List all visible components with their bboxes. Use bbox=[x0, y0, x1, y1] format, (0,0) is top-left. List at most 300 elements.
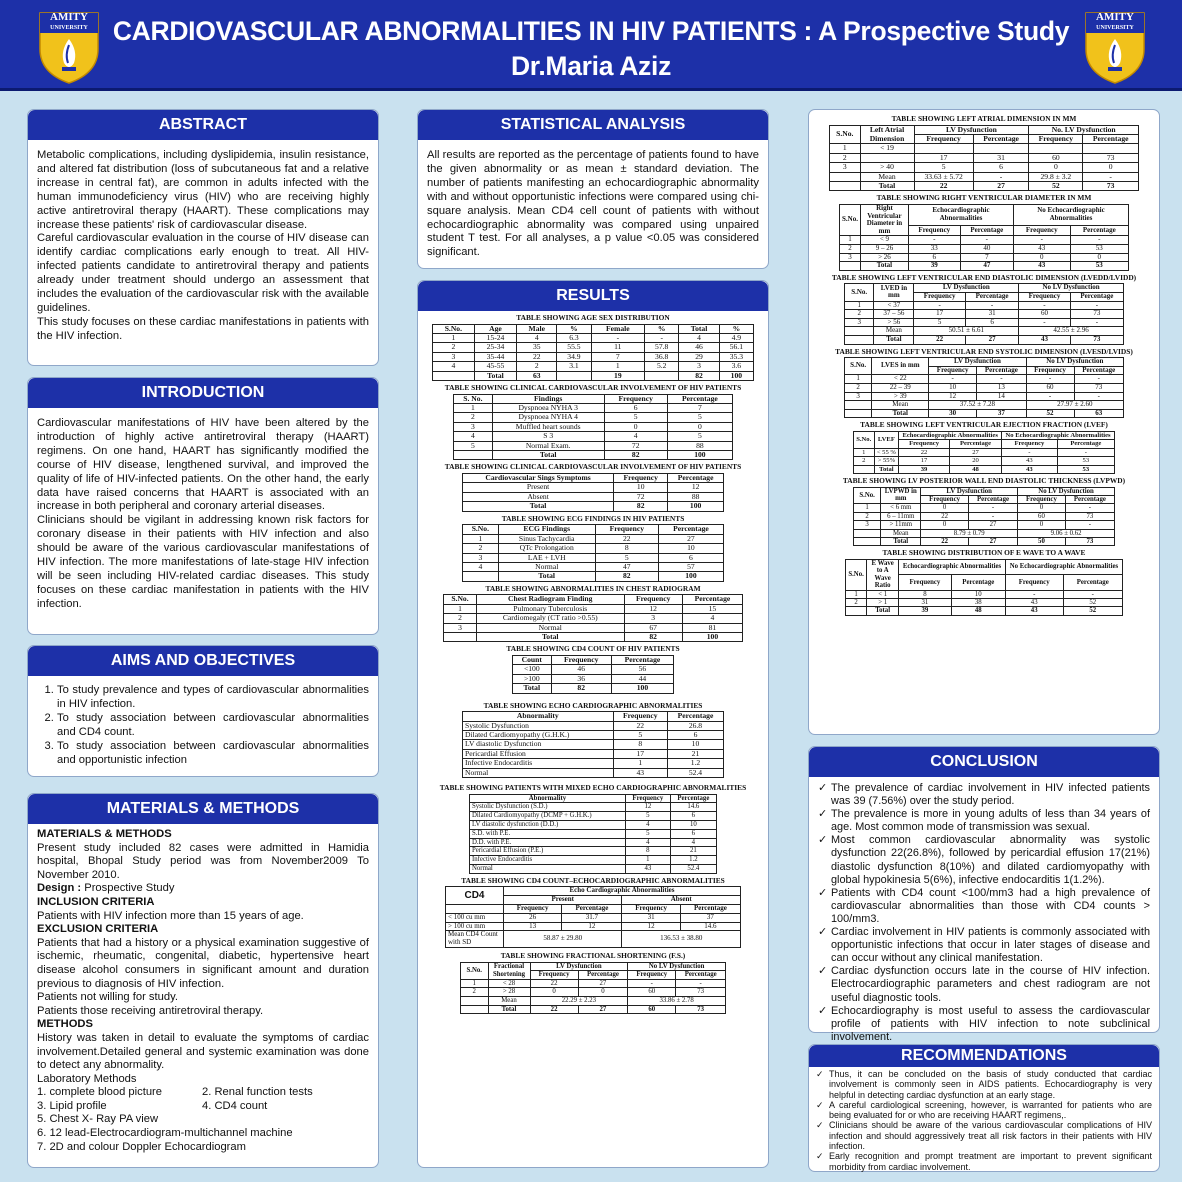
table-total-row bbox=[845, 409, 1124, 418]
aims-panel bbox=[27, 645, 379, 777]
lab-item: 5. Chest X- Ray PA view bbox=[37, 1113, 159, 1126]
table-cell: 6 bbox=[973, 163, 1029, 172]
table-header-cell bbox=[645, 371, 679, 380]
table-cell: Infective Endocarditis bbox=[463, 759, 614, 768]
table-header-cell: Total bbox=[874, 335, 914, 344]
table-cell: 4 bbox=[679, 334, 719, 343]
table-row bbox=[446, 913, 741, 922]
table-cell: - bbox=[929, 375, 977, 384]
table-header-cell bbox=[444, 632, 477, 641]
table-cell: 6 bbox=[908, 253, 960, 262]
table-header-cell: 53 bbox=[1070, 262, 1128, 271]
table-cell: 43 bbox=[625, 864, 670, 873]
table-header-cell: 52 bbox=[1029, 182, 1083, 191]
table-cell: 9.06 ± 0.62 bbox=[1018, 529, 1115, 537]
table-cell: > 39 bbox=[872, 392, 929, 401]
table-cell: 25-34 bbox=[474, 343, 516, 352]
table-cell: 6 bbox=[965, 318, 1018, 327]
table-header-cell: 43 bbox=[1014, 262, 1071, 271]
table-header-cell bbox=[446, 904, 504, 913]
table-cell: 52.4 bbox=[667, 768, 723, 777]
table-cell: Systolic Dysfunction (S.D.) bbox=[470, 803, 626, 812]
table-row bbox=[454, 441, 733, 450]
table-cell: 47 bbox=[595, 562, 658, 571]
table-row bbox=[845, 401, 1124, 410]
amity-logo-left: AMITY UNIVERSITY bbox=[38, 11, 100, 85]
table-row bbox=[444, 623, 743, 632]
table-cell: 50.51 ± 6.61 bbox=[914, 327, 1019, 336]
table-header-cell: 27 bbox=[965, 335, 1018, 344]
table-title: TABLE SHOWING CLINICAL CARDIOVASCULAR INVOLVEMENT OF HIV PATIENTS bbox=[444, 462, 742, 472]
table-cell: 57.8 bbox=[645, 343, 679, 352]
author-name: Dr.Maria Aziz bbox=[510, 51, 672, 81]
table-cell: 43 bbox=[613, 768, 667, 777]
table-cell: 22 bbox=[899, 448, 950, 456]
recommendations-heading: RECOMMENDATIONS bbox=[809, 1045, 1159, 1067]
table-row bbox=[470, 847, 717, 856]
table-cell: - bbox=[1026, 392, 1074, 401]
introduction-p2: Clinicians should be vigilant in addressing known risk factors for coronary disease in their patients with HIV infection and also should be aware of the various cardiovascular manifestations of HIV infection. The more manifestations of late-stage HIV infection will be seen including HIV-related cardiac diseases. This study focuses on these cardiac manifestation in patients with the HIV infection. bbox=[37, 514, 369, 610]
table-cell: 13 bbox=[504, 922, 562, 931]
table-cell: 4 bbox=[682, 614, 742, 623]
table-row bbox=[470, 838, 717, 847]
table-cell: 1.2 bbox=[667, 759, 723, 768]
table-row bbox=[470, 829, 717, 838]
recommendation-item: ✓ Clinicians should be aware of the various cardiovascular complications of HIV infection and should aggressively treat all risk factors in their patients with HIV infection. bbox=[816, 1120, 1152, 1151]
table-cell: 26 bbox=[504, 913, 562, 922]
table-cell: 53 bbox=[1057, 457, 1114, 465]
table-cell: - bbox=[1070, 318, 1123, 327]
table-header-cell: Frequency bbox=[899, 575, 952, 590]
table-cell: 33.86 ± 2.78 bbox=[628, 996, 726, 1005]
table-header-cell: Frequency bbox=[921, 495, 969, 503]
table-row bbox=[840, 245, 1129, 254]
table-cell: 14 bbox=[977, 392, 1026, 401]
lab-item: 3. Lipid profile bbox=[37, 1099, 107, 1112]
table-header-cell: Frequency bbox=[613, 712, 667, 721]
abstract-panel bbox=[27, 109, 379, 366]
table-cell: - bbox=[968, 512, 1017, 520]
table-title: TABLE SHOWING RIGHT VENTRICULAR DIAMETER IN MM bbox=[876, 193, 1092, 203]
poster-header bbox=[0, 0, 1182, 91]
table-cell: Normal bbox=[463, 768, 614, 777]
table-cell: 72 bbox=[604, 441, 667, 450]
table-cell: 2 bbox=[517, 362, 557, 371]
table-header-cell: S.No. bbox=[854, 431, 875, 448]
table-cell: 8 bbox=[595, 544, 658, 553]
table-header-cell: Total bbox=[860, 262, 908, 271]
table-cell: > 11mm bbox=[881, 521, 921, 529]
table-row bbox=[470, 856, 717, 865]
conclusion-item: ✓ Cardiac dysfunction occurs late in the course of HIV infection. Electrocardiographic parameters and chest radiogram are not useful diagnostic tools. bbox=[818, 965, 1150, 1004]
table-cell bbox=[830, 172, 861, 181]
aim-item: 3. To study association between cardiovascular abnormalities and opportunistic infection bbox=[57, 740, 369, 768]
table-title: TABLE SHOWING LEFT ATRIAL DIMENSION IN MM bbox=[891, 114, 1077, 123]
table-cell: 3 bbox=[845, 318, 874, 327]
table-row bbox=[463, 768, 724, 777]
table-cell: 10 bbox=[951, 590, 1005, 598]
table-header-cell: Right Ventricular Diameter in mm bbox=[860, 205, 908, 236]
table-row bbox=[454, 404, 733, 413]
table-cell: 60 bbox=[1018, 512, 1066, 520]
left-atrial-table bbox=[829, 125, 1139, 192]
table-cell: 17 bbox=[899, 457, 950, 465]
table-cell: 5 bbox=[667, 432, 732, 441]
table-title: TABLE SHOWING ECHO CARDIOGRAPHIC ABNORMALITIES bbox=[483, 700, 703, 710]
table-cell: 26.8 bbox=[667, 721, 723, 730]
table-cell: 31 bbox=[973, 153, 1029, 162]
abstract-p2: Careful cardiovascular evaluation in the course of HIV disease can identify cardiac complications early enough to treat. All HIV-infected patients candidate to antiretroviral therapy and patients already under treatment should undergo an assessment that includes the evaluation of the cardiovascular risk with the available guidelines. bbox=[37, 232, 369, 314]
table-header-cell: Percentage bbox=[951, 575, 1005, 590]
table-cell: 136.53 ± 38.80 bbox=[622, 931, 741, 948]
table-cell: 2 bbox=[433, 343, 475, 352]
table-header-cell: 63 bbox=[517, 371, 557, 380]
table-header-cell: 22 bbox=[914, 335, 966, 344]
lab-item: 7. 2D and colour Doppler Echocardiogram bbox=[37, 1140, 246, 1153]
table-cell: 1 bbox=[845, 375, 872, 384]
table-header-cell: 82 bbox=[604, 451, 667, 460]
table-total-row bbox=[433, 371, 754, 380]
table-cell: 2 bbox=[845, 310, 874, 319]
table-cell: 1 bbox=[591, 362, 645, 371]
table-header-cell: LVPWD in mm bbox=[881, 487, 921, 504]
clinical-involvement-table bbox=[453, 394, 733, 461]
table-title: TABLE SHOWING LEFT VENTRICULAR EJECTION FRACTION (LVEF) bbox=[860, 420, 1108, 430]
table-cell bbox=[1029, 144, 1083, 153]
table-cell: 5 bbox=[604, 413, 667, 422]
table-cell: 3 bbox=[845, 392, 872, 401]
methods-text: Present study included 82 cases were admitted in Hamidia hospital, Bhopal Study period was from November2009 To November 2010. bbox=[37, 841, 369, 881]
table-cell: - bbox=[628, 979, 676, 988]
table-cell: 0 bbox=[1070, 253, 1128, 262]
table-header-cell: S.No. bbox=[444, 595, 477, 604]
table-cell: LAE + LVH bbox=[498, 553, 595, 562]
table-cell: Mean bbox=[488, 996, 530, 1005]
table-cell: LV diastolic Dysfunction bbox=[463, 740, 614, 749]
table-cell: 35-44 bbox=[474, 352, 516, 361]
table-header-cell: LV Dysfunction bbox=[914, 125, 1029, 134]
lvef-table bbox=[853, 431, 1115, 474]
table-header-cell: Percentage bbox=[973, 135, 1029, 144]
table-row bbox=[854, 457, 1115, 465]
table-cell: 22 bbox=[530, 979, 578, 988]
table-cell: Cardiomegaly (CT ratio >0.55) bbox=[476, 614, 624, 623]
table-cell: Dyspnoea NYHA 3 bbox=[492, 404, 604, 413]
cd4-echo-table bbox=[445, 886, 741, 948]
table-cell: 7 bbox=[591, 352, 645, 361]
table-header-cell bbox=[840, 262, 861, 271]
mixed-echo-table bbox=[469, 794, 717, 874]
table-cell: 12 bbox=[562, 922, 622, 931]
table-header-cell: Frequency bbox=[1026, 366, 1074, 375]
table-header-cell bbox=[463, 572, 499, 581]
table-cell: 3 bbox=[840, 253, 861, 262]
table-cell: 43 bbox=[1014, 245, 1071, 254]
table-header-cell: Percentage bbox=[1083, 135, 1139, 144]
table-header-cell: % bbox=[719, 324, 753, 333]
table-cell: 15-24 bbox=[474, 334, 516, 343]
table-cell: > 56 bbox=[874, 318, 914, 327]
table-title: TABLE SHOWING CD4 COUNT OF HIV PATIENTS bbox=[506, 644, 680, 654]
table-header-cell: Percentage bbox=[949, 440, 1001, 448]
table-cell: 34.9 bbox=[557, 352, 591, 361]
table-header-cell: No. LV Dysfunction bbox=[1029, 125, 1139, 134]
table-cell: 2 bbox=[846, 598, 867, 606]
table-cell: < 22 bbox=[872, 375, 929, 384]
table-cell: 67 bbox=[624, 623, 682, 632]
table-cell: 4 bbox=[625, 820, 670, 829]
table-cell: 1 bbox=[454, 404, 493, 413]
table-cell: - bbox=[968, 504, 1017, 512]
table-header-cell: Percentage bbox=[668, 474, 724, 483]
table-header-cell: 63 bbox=[1074, 409, 1124, 418]
table-cell: 12 bbox=[624, 604, 682, 613]
table-header-cell: Percentage bbox=[1057, 440, 1114, 448]
table-cell: Mean CD4 Count with SD bbox=[446, 931, 504, 948]
table-cell: Mean bbox=[881, 529, 921, 537]
table-header-cell: 73 bbox=[1065, 537, 1114, 545]
table-header-cell: S. No. bbox=[454, 394, 493, 403]
table-header-cell: Cardiovascular Sings Symptoms bbox=[463, 474, 614, 483]
table-cell: 2 bbox=[845, 383, 872, 392]
table-cell: 3 bbox=[444, 623, 477, 632]
table-header-cell: 27 bbox=[968, 537, 1017, 545]
introduction-heading: INTRODUCTION bbox=[28, 378, 378, 408]
table-cell: 4 bbox=[604, 432, 667, 441]
table-cell: 31 bbox=[622, 913, 680, 922]
table-header-cell: S.No. bbox=[433, 324, 475, 333]
table-cell: 0 bbox=[921, 521, 969, 529]
table-header-cell: Age bbox=[474, 324, 516, 333]
table-header-cell: 60 bbox=[628, 1005, 676, 1014]
table-header-cell: 22 bbox=[914, 182, 973, 191]
table-cell: - bbox=[1026, 375, 1074, 384]
table-header-cell: Percentage bbox=[965, 292, 1018, 301]
table-total-row bbox=[854, 465, 1115, 473]
cv-signs-table bbox=[462, 473, 724, 512]
table-header-cell bbox=[845, 409, 872, 418]
table-row bbox=[854, 504, 1115, 512]
table-cell: > 55% bbox=[874, 457, 899, 465]
table-title: TABLE SHOWING CD4 COUNT–ECHOCARDIOGRAPHIC ABNORMALITIES bbox=[461, 875, 725, 885]
table-cell: 1 bbox=[463, 534, 499, 543]
table-header-cell: Frequency bbox=[614, 474, 668, 483]
conclusion-panel bbox=[808, 746, 1160, 1043]
table-cell: 81 bbox=[682, 623, 742, 632]
table-cell: 7 bbox=[960, 253, 1013, 262]
table-cell: 6 bbox=[667, 730, 723, 739]
table-cell: 6.3 bbox=[557, 334, 591, 343]
table-header-cell: Frequency bbox=[1019, 292, 1071, 301]
table-header-cell: Frequency bbox=[908, 225, 960, 236]
table-cell: 3 bbox=[830, 163, 861, 172]
table-cell: 37 – 56 bbox=[874, 310, 914, 319]
table-cell: 4 bbox=[517, 334, 557, 343]
table-row bbox=[854, 529, 1115, 537]
table-header-cell: 52 bbox=[1063, 607, 1123, 615]
table-row bbox=[854, 448, 1115, 456]
table-cell: Pulmonary Tuberculosis bbox=[476, 604, 624, 613]
table-header-cell: Frequency bbox=[1014, 225, 1071, 236]
table-cell: Normal bbox=[498, 562, 595, 571]
table-cell: 35.3 bbox=[719, 352, 753, 361]
table-cell: 1 bbox=[854, 504, 881, 512]
table-header-cell: Abnormality bbox=[463, 712, 614, 721]
lvpwd-table bbox=[853, 487, 1115, 547]
table-header-cell: 27 bbox=[578, 1005, 628, 1014]
table-header-cell: Percentage bbox=[1074, 366, 1124, 375]
table-header-cell: S.No. bbox=[846, 559, 867, 590]
table-row bbox=[845, 310, 1124, 319]
table-row bbox=[463, 544, 724, 553]
table-cell: 17 bbox=[914, 310, 966, 319]
table-cell bbox=[854, 529, 881, 537]
table-header-cell: No Echocardiographic Abnormalities bbox=[1005, 559, 1122, 574]
table-cell: 4 bbox=[454, 432, 493, 441]
table-cell: 45-55 bbox=[474, 362, 516, 371]
table-header-cell: Frequency bbox=[624, 595, 682, 604]
table-header-row bbox=[845, 358, 1124, 367]
table-cell: 5 bbox=[625, 812, 670, 821]
table-cell: 10 bbox=[614, 483, 668, 492]
table-header-cell: Abnormality bbox=[470, 794, 626, 803]
table-cell: 2 bbox=[454, 413, 493, 422]
table-header-cell: Frequency bbox=[914, 135, 973, 144]
table-header-cell: Percentage bbox=[1070, 292, 1123, 301]
table-header-cell: Total bbox=[498, 572, 595, 581]
table-cell: 20 bbox=[949, 457, 1001, 465]
table-cell: - bbox=[676, 979, 726, 988]
table-cell: 6 bbox=[658, 553, 723, 562]
table-header-cell: Percentage bbox=[667, 394, 732, 403]
table-cell: 27.97 ± 2.60 bbox=[1026, 401, 1123, 410]
table-row bbox=[463, 740, 724, 749]
table-title: TABLE SHOWING CLINICAL CARDIOVASCULAR INVOLVEMENT OF HIV PATIENTS bbox=[444, 383, 742, 393]
table-cell: 4 bbox=[463, 562, 499, 571]
table-row bbox=[830, 172, 1139, 181]
table-header-cell: S.No. bbox=[845, 284, 874, 301]
table-cell: 1 bbox=[625, 856, 670, 865]
table-header-cell: ECG Findings bbox=[498, 525, 595, 534]
table-cell: - bbox=[1074, 392, 1124, 401]
conclusion-item: ✓ The prevalence of cardiac involvement in HIV infected patients was 39 (7.56%) over the study period. bbox=[818, 782, 1150, 808]
table-header-cell: Total bbox=[874, 465, 899, 473]
lab-methods-label: Laboratory Methods bbox=[37, 1072, 137, 1085]
table-cell: 0 bbox=[921, 504, 969, 512]
table-header-cell: 53 bbox=[1057, 465, 1114, 473]
table-header-cell: 43 bbox=[1002, 465, 1058, 473]
aim-item: 1. To study prevalence and types of cardiovascular abnormalities in HIV infection. bbox=[57, 684, 369, 712]
table-cell: Absent bbox=[463, 492, 614, 501]
table-header-cell: 43 bbox=[1005, 607, 1063, 615]
abstract-heading: ABSTRACT bbox=[28, 110, 378, 140]
ecg-findings-table bbox=[462, 524, 724, 581]
table-cell: < 37 bbox=[874, 301, 914, 310]
table-header-cell: Echo Cardiographic Abnormalities bbox=[504, 887, 741, 896]
table-cell: 12 bbox=[622, 922, 680, 931]
table-row bbox=[454, 413, 733, 422]
table-row bbox=[470, 864, 717, 873]
table-header-cell: S.No. bbox=[845, 358, 872, 375]
table-cell: 36 bbox=[551, 674, 611, 683]
table-total-row bbox=[461, 1005, 726, 1014]
table-header-cell: Total bbox=[474, 371, 516, 380]
table-header-cell: Percentage bbox=[977, 366, 1026, 375]
table-cell: 38 bbox=[951, 598, 1005, 606]
table-cell: 53 bbox=[1070, 245, 1128, 254]
table-row bbox=[513, 665, 674, 674]
table-header-cell: 52 bbox=[1026, 409, 1074, 418]
table-header-cell: Absent bbox=[622, 896, 741, 905]
table-header-cell: Total bbox=[492, 451, 604, 460]
table-cell: 31.7 bbox=[562, 913, 622, 922]
table-cell: - bbox=[973, 172, 1029, 181]
table-cell: 22 bbox=[595, 534, 658, 543]
table-header-row bbox=[446, 904, 741, 913]
table-cell: 4 bbox=[670, 838, 716, 847]
table-cell: Dyspnoea NYHA 4 bbox=[492, 413, 604, 422]
table-title: TABLE SHOWING FRACTIONAL SHORTENING (F.S.) bbox=[500, 950, 686, 960]
table-row bbox=[444, 614, 743, 623]
table-title: TABLE SHOWING ABNORMALITIES IN CHEST RADIOGRAM bbox=[485, 583, 701, 593]
table-header-row bbox=[446, 887, 741, 896]
table-cell: D.D. with P.E. bbox=[470, 838, 626, 847]
table-cell: <100 bbox=[513, 665, 552, 674]
table-cell: 29.8 ± 3.2 bbox=[1029, 172, 1083, 181]
table-cell: - bbox=[960, 236, 1013, 245]
methods-text: History was taken in detail to evaluate the symptoms of cardiac involvement.Detailed general and systemic examination was done to detect any abnormality. bbox=[37, 1031, 369, 1072]
table-header-cell: 73 bbox=[1083, 182, 1139, 191]
table-header-cell: Frequency bbox=[1005, 575, 1063, 590]
table-row bbox=[470, 803, 717, 812]
table-cell: 57 bbox=[658, 562, 723, 571]
table-cell: 4 bbox=[433, 362, 475, 371]
table-title: TABLE SHOWING LEFT VENTRICULAR END SYSTOLIC DIMENSION (LVESD/LVIDS) bbox=[835, 346, 1133, 356]
table-total-row bbox=[513, 684, 674, 693]
recommendation-item: ✓ Early recognition and prompt treatment are important to prevent significant morbidity from cardiac involvement. bbox=[816, 1151, 1152, 1172]
table-header-cell: LV Dysfunction bbox=[921, 487, 1018, 495]
table-cell: 3 bbox=[463, 553, 499, 562]
table-header-cell: E Wave to A Wave Ratio bbox=[867, 559, 899, 590]
table-header-cell: 30 bbox=[929, 409, 977, 418]
table-header-cell bbox=[854, 465, 875, 473]
table-cell: 0 bbox=[667, 422, 732, 431]
table-cell: 5 bbox=[625, 829, 670, 838]
table-cell: 6 bbox=[604, 404, 667, 413]
table-cell: 8 bbox=[625, 847, 670, 856]
table-cell: - bbox=[914, 301, 966, 310]
table-cell: 60 bbox=[1019, 310, 1071, 319]
table-cell: 22 – 39 bbox=[872, 383, 929, 392]
table-title: TABLE SHOWING LV POSTERIOR WALL END DIASTOLIC THICKNESS (LVPWD) bbox=[842, 475, 1126, 485]
inclusion-heading: INCLUSION CRITERIA bbox=[37, 895, 155, 908]
table-header-cell: Total bbox=[860, 182, 914, 191]
table-cell: - bbox=[591, 334, 645, 343]
table-cell: Mean bbox=[860, 172, 914, 181]
table-header-cell: 48 bbox=[949, 465, 1001, 473]
table-row bbox=[463, 534, 724, 543]
table-cell: 43 bbox=[1002, 457, 1058, 465]
exclusion-text: Patients those receiving antiretroviral therapy. bbox=[37, 1004, 264, 1017]
table-cell: 27 bbox=[949, 448, 1001, 456]
table-header-row bbox=[463, 474, 724, 483]
table-cell: 2 bbox=[830, 153, 861, 162]
table-cell: - bbox=[965, 301, 1018, 310]
table-cell: > 28 bbox=[488, 988, 530, 997]
table-row bbox=[470, 812, 717, 821]
table-header-cell: Female bbox=[591, 324, 645, 333]
table-cell: 43 bbox=[1005, 598, 1063, 606]
